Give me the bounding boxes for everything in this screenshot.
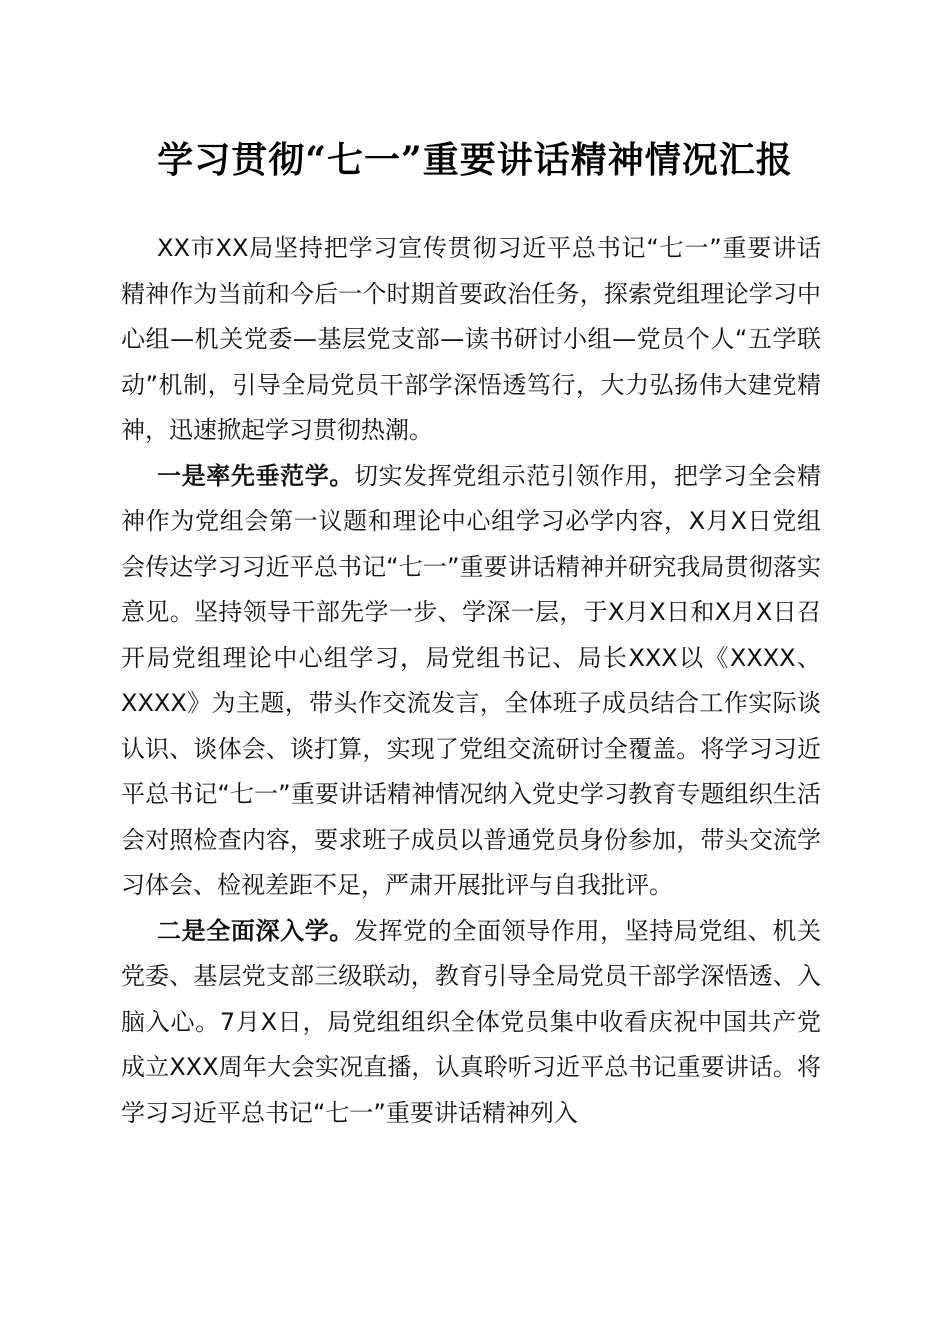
section-paragraph-2 bbox=[121, 909, 821, 1137]
section-text-2: 发挥党的全面领导作用，坚持局党组、机关党委、基层党支部三级联动，教育引导全局党员干部学深悟透、入脑入心。7月X日，局党组组织全体党员集中收看庆祝中国共产党成立XXX周年大会实况直播，认真聆听习近平总书记重要讲话。将学习习近平总书记“七一”重要讲话精神列入 bbox=[121, 916, 822, 1127]
section-text-1: 切实发挥党组示范引领作用，把学习全会精神作为党组会第一议题和理论中心组学习必学内容，X月X日党组会传达学习习近平总书记“七一”重要讲话精神并研究我局贯彻落实意见。坚持领导干部先学一步、学深一层，于X月X日和X月X日召开局党组理论中心组学习，局党组书记、局长XXX以《XXXX、XXXX》为主题，带头作交流发言，全体班子成员结合工作实际谈认识、谈体会、谈打算，实现了党组交流研讨全覆盖。将学习习近平总书记“七一”重要讲话精神情况纳入党史学习教育专题组织生活会对照检查内容，要求班子成员以普通党员身份参加，带头交流学习体会、检视差距不足，严肃开展批评与自我批评。 bbox=[121, 461, 822, 899]
document-body bbox=[121, 226, 821, 1136]
section-paragraph-1 bbox=[121, 454, 821, 909]
section-heading-1: 一是率先垂范学。 bbox=[157, 461, 354, 490]
document-title: 学习贯彻“七一”重要讲话精神情况汇报 bbox=[157, 139, 793, 181]
intro-paragraph: XX市XX局坚持把学习宣传贯彻习近平总书记“七一”重要讲话精神作为当前和今后一个时期首要政治任务，探索党组理论学习中心组—机关党委—基层党支部—读书研讨小组—党员个人“五学联动”机制，引导全局党员干部学深悟透笃行，大力弘扬伟大建党精神，迅速掀起学习贯彻热潮。 bbox=[121, 234, 821, 444]
section-heading-2: 二是全面深入学。 bbox=[157, 916, 354, 945]
